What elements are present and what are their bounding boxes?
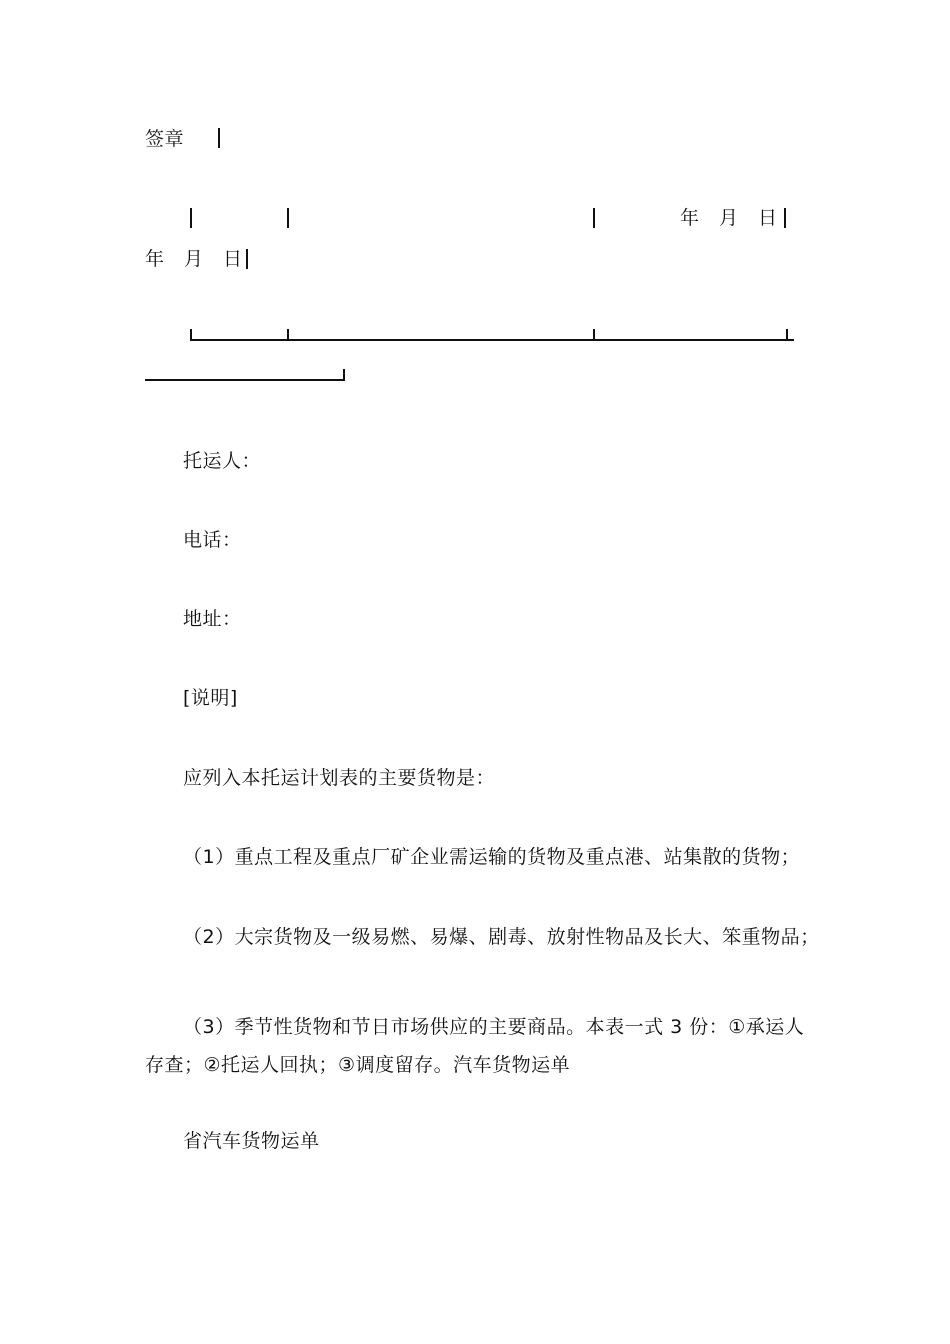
table-border — [246, 249, 248, 269]
table-border — [190, 208, 192, 228]
date-month: 月 — [184, 248, 204, 270]
table-border — [786, 329, 788, 341]
date-month: 月 — [719, 207, 739, 229]
notes-item: （1）重点工程及重点厂矿企业需运输的货物及重点港、站集散的货物； — [183, 846, 801, 868]
date-year: 年 — [680, 207, 700, 229]
notes-heading: [说明] — [183, 687, 238, 709]
table-border — [287, 208, 289, 228]
table-border — [218, 128, 220, 148]
date-day: 日 — [223, 248, 243, 270]
table-border — [593, 329, 595, 341]
signature-label: 签章 — [145, 128, 185, 150]
date-right — [680, 206, 777, 230]
table-border — [784, 208, 786, 228]
table-border — [287, 329, 289, 341]
date-day: 日 — [758, 207, 778, 229]
notes-intro: 应列入本托运计划表的主要货物是： — [183, 767, 496, 789]
shipper-label: 托运人： — [183, 450, 262, 472]
section-title: 省汽车货物运单 — [183, 1130, 320, 1152]
date-left — [145, 247, 242, 271]
table-border — [343, 369, 345, 381]
table-border — [593, 208, 595, 228]
table-border — [145, 379, 345, 381]
notes-item: （3）季节性货物和节日市场供应的主要商品。本表一式 3 份：①承运人存查；②托运人回执；③调度留存。汽车货物运单 — [145, 1016, 805, 1076]
table-border — [190, 339, 794, 341]
date-year: 年 — [145, 248, 165, 270]
address-label: 地址： — [183, 608, 242, 630]
phone-label: 电话： — [183, 529, 242, 551]
notes-item: （2）大宗货物及一级易燃、易爆、剧毒、放射性物品及长大、笨重物品； — [183, 926, 820, 948]
